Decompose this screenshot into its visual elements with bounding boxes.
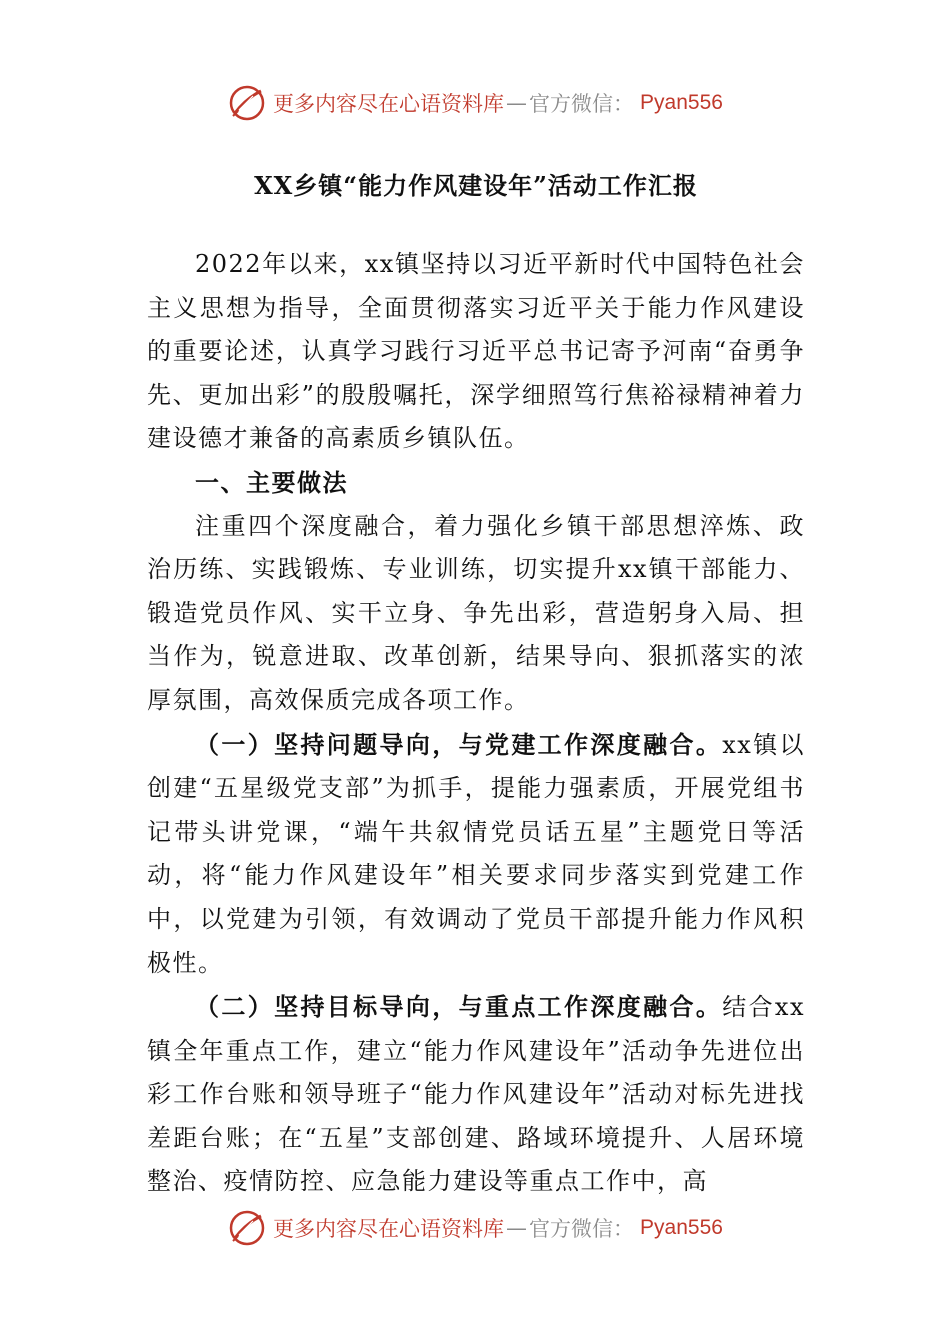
watermark-site-text: 更多内容尽在心语资料库 — [273, 92, 505, 116]
item-1-body: xx镇以创建“五星级党支部”为抓手，提能力强素质，开展党组书记带头讲党课，“端午共叙情党员话五星”主题党日等活动，将“能力作风建设年”相关要求同步落实到党建工作中，以党建为引领，有效调动了党员干部提升能力作风积极性。 — [147, 730, 805, 977]
item-1-paragraph — [147, 723, 805, 986]
item-1-lead: （一）坚持问题导向，与党建工作深度融合。 — [195, 729, 723, 759]
pen-logo-icon — [227, 1208, 267, 1248]
document-title: XX乡镇“能力作风建设年”活动工作汇报 — [254, 171, 698, 200]
watermark-banner-top — [0, 81, 950, 125]
watermark-banner-bottom — [0, 1206, 950, 1250]
intro-paragraph: 2022年以来，xx镇坚持以习近平新时代中国特色社会主义思想为指导，全面贯彻落实习近平关于能力作风建设的重要论述，认真学习践行习近平总书记寄予河南“奋勇争先、更加出彩”的殷殷嘱托，深学细照笃行焦裕禄精神着力建设德才兼备的高素质乡镇队伍。 — [147, 250, 805, 453]
item-2-body: 结合xx镇全年重点工作，建立“能力作风建设年”活动争先进位出彩工作台账和领导班子“能力作风建设年”活动对标先进找差距台账；在“五星”支部创建、路域环境提升、人居环境整治、疫情防控、应急能力建设等重点工作中，高 — [147, 993, 805, 1196]
section-heading: 一、主要做法 — [195, 467, 348, 497]
section-paragraph: 注重四个深度融合，着力强化乡镇干部思想淬炼、政治历练、实践锻炼、专业训练，切实提升xx镇干部能力、锻造党员作风、实干立身、争先出彩，营造躬身入局、担当作为，锐意进取、改革创新，结果导向、狠抓落实的浓厚氛围，高效保质完成各项工作。 — [147, 511, 805, 714]
watermark-account: Pyan556 — [640, 91, 723, 114]
document-body — [147, 166, 805, 1204]
item-2-paragraph — [147, 985, 805, 1204]
watermark-label: 官方微信： — [529, 1217, 635, 1241]
pen-logo-icon — [227, 83, 267, 123]
watermark-separator: — — [506, 1216, 528, 1240]
item-2-lead: （二）坚持目标导向，与重点工作深度融合。 — [195, 992, 723, 1022]
watermark-account: Pyan556 — [640, 1216, 723, 1239]
watermark-label: 官方微信： — [529, 92, 635, 116]
watermark-separator: — — [506, 91, 528, 115]
watermark-site-text: 更多内容尽在心语资料库 — [273, 1217, 505, 1241]
